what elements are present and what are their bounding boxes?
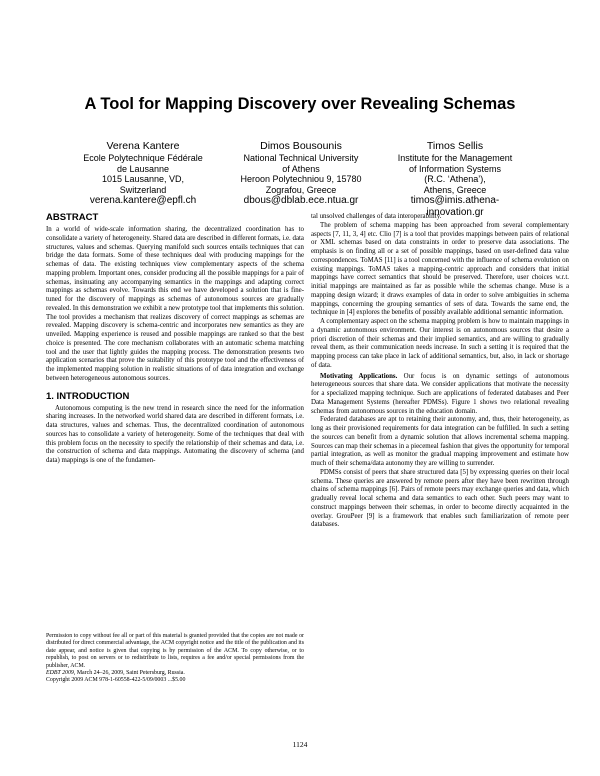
body-paragraph: PDMSs consist of peers that share structured data [5] by expressing queries on their local schema. These queries are answered by remote peers after they have been rewritten through chains of schema mappings [6]. Pairs of remote peers may exchange queries and data, which gradually reveal local schema and data semantics to each other. Such peers may want to construct mappings between their schemas, in order to become directly acquainted in the overlay. GrouPeer [9] is a framework that enables such familiarization of remote peer databases. bbox=[311, 468, 569, 529]
motivation-text: Our focus is on dynamic settings of autonomous heterogeneous sources that share data. We consider applications that motivate the necessity for a specialized mapping technique. Such are applications of federated databases and Peer Data Management Systems (hereafter PDMSs). Figure 1 shows two relational revealing schemas from autonomous sources in the education domain. bbox=[311, 372, 569, 415]
body-paragraph: A complementary aspect on the schema mapping problem is how to maintain mappings in a dynamic autonomous environment. Our interest is on autonomous sources that desire a priori discretion of their schemas and their implied semantics, and are willing to gradually reveal them, as their communication needs increase. In such a setting it is required that the mapping process can take place in lack of additional semantics, but, also, in lack or shortage of data. bbox=[311, 318, 569, 369]
author-name: Verena Kantere bbox=[106, 140, 180, 152]
body-paragraph bbox=[311, 373, 569, 417]
author-affiliation-line: of Athens bbox=[282, 163, 320, 174]
author-affiliation-line: Heroon Polytechniou 9, 15780 bbox=[240, 174, 362, 184]
permission-text: Permission to copy without fee all or part of this material is granted provided that the copies are not made or distributed for direct commercial advantage, the ACM copyright notice and the title of the publication and its date appear, and notice is given that copying is by permission of the ACM. To copy otherwise, or to republish, to post on servers or to redistribute to lists, requires a fee and/or special permissions from the publisher, ACM. bbox=[46, 633, 304, 669]
author-name: Dimos Bousounis bbox=[260, 140, 342, 152]
author-affiliation-line: of Information Systems bbox=[408, 163, 502, 174]
author-affiliation-line: Athens, Greece bbox=[423, 184, 487, 195]
body-paragraph: Autonomous computing is the new trend in research since the need for the information sharing increases. In the networked world shared data are described in different formats, i.e. data structures, values and schemas. Thus, the decentralized coordination of autonomous sources has to consolidate a variety of heterogeneity. Some of the techniques that deal with this problem focus on the necessity to specify the relationship of their schemas and data, i.e. the construction of schema and data mappings. Automating the discovery of schema (and data) mappings is one of the fundamen- bbox=[46, 404, 304, 464]
author-affiliation-line: (R.C. ‘Athena’), bbox=[424, 174, 486, 184]
venue-name: EDBT 2009 bbox=[46, 670, 74, 677]
right-column bbox=[311, 213, 569, 530]
abstract-heading: ABSTRACT bbox=[46, 212, 99, 223]
author-email-line: innovation.gr bbox=[426, 207, 484, 218]
author-email: dbous@dblab.ece.ntua.gr bbox=[243, 195, 359, 206]
author-name: Timos Sellis bbox=[426, 140, 484, 152]
author-email: verena.kantere@epfl.ch bbox=[89, 195, 197, 206]
motivation-runin-heading: Motivating Applications. bbox=[320, 372, 398, 380]
left-column bbox=[46, 212, 304, 466]
author-affiliation-line: National Technical University bbox=[243, 153, 359, 163]
author-block-1 bbox=[68, 140, 218, 207]
abstract-text: In a world of wide-scale information sharing, the decentralized coordination has to consolidate a variety of heterogeneity. Shared data are described in different formats, i.e. data structures, values and schemas. Querying manifold such sources entails techniques that can bridge the data formats. Some of these techniques deal with producing mappings for the schemas of data. The existing techniques view complementary aspects of the schema mapping problem. Important ones, consider producing all the possible mappings for a pair of schemas, insinuating any accompanying semantics in the mappings and adapting correct mappings as schemas evolve. Towards this end we have developed a solution that is fine-tuned for the discovery of mappings as schemas of autonomous sources are gradually revealed. In this demonstration we exhibit a new prototype tool that implements this solution. The tool provides a mechanism that realizes discovery of correct mappings as schemas are revealed. Mapping discovery is schema-centric and incorporates new semantics as they are unveiled. Mapping experience is reused and possible mappings are ranked so that the best choice is presented. The core mechanism collaborates with an automatic schema matching tool and the user that lightly guides the mapping process. The demonstration presents two application scenarios that prove the suitability of this prototype tool and the effectiveness of the implemented mapping solution in realistic situations of of data integration and exchange between heterogeneous autonomous sources. bbox=[46, 226, 304, 382]
author-block-2 bbox=[226, 140, 376, 207]
body-paragraph: Federated databases are apt to retaining their autonomy, and, thus, their heterogeneity, as long as their provisioned requirements for data integration can be fulfilled. In such a setting the sources can benefit from a dynamic solution that allows incremental schema mapping. Sources can map their schemas in a piecemeal fashion that gives the opportunity for temporal partial integration, as well as monitor the gradual mapping improvement and estimate how much of their schema/data autonomy they are willing to surrender. bbox=[311, 416, 569, 467]
permission-notice bbox=[46, 633, 304, 685]
author-block-3 bbox=[380, 140, 530, 219]
venue-details: , March 24–26, 2009, Saint Petersburg, Russia. bbox=[73, 670, 185, 677]
author-affiliation-line: Zografou, Greece bbox=[265, 184, 337, 195]
copyright-line: Copyright 2009 ACM 978-1-60558-422-5/09/0003 ...$5.00 bbox=[46, 677, 186, 684]
body-paragraph: The problem of schema mapping has been approached from several complementary aspects [7, 11, 3, 4] etc. Clio [7] is a tool that provides mappings between pairs of relational or XML schemas based on data constraints in order to preserve data associations. The emphasis is on finding all or a set of possible mappings, based on user-defined data value correspondences. ToMAS [11] is a tool concerned with the influence of schema evolution on existing mappings. ToMAS takes a mapping-centric approach and considers that initial mappings have correct semantics that should be preserved. Therefore, user choices w.r.t. initial mappings are maintained as far as possible while the schemas change. Muse is a mapping design wizard; it draws examples of data in order to solve ambiguities in schema mappings, concerning the grouping semantics of sets of data. Towards the same end, the technique in [4] explores the benefits of possibly available additional semantic information. bbox=[311, 221, 569, 317]
author-email-line: timos@imis.athena- bbox=[410, 195, 500, 206]
introduction-heading: 1. INTRODUCTION bbox=[46, 390, 130, 402]
paper-title: A Tool for Mapping Discovery over Revealing Schemas bbox=[84, 95, 516, 113]
body-paragraph: tal unsolved challenges of data interoperability. bbox=[311, 213, 442, 220]
page-number: 1124 bbox=[292, 740, 308, 749]
author-affiliation-line: Switzerland bbox=[119, 184, 167, 195]
author-affiliation-line: Ecole Polytechnique Fédérale bbox=[83, 153, 203, 163]
author-affiliation-line: Institute for the Management bbox=[397, 153, 513, 163]
author-affiliation-line: de Lausanne bbox=[116, 163, 170, 174]
author-affiliation-line: 1015 Lausanne, VD, bbox=[101, 174, 185, 184]
